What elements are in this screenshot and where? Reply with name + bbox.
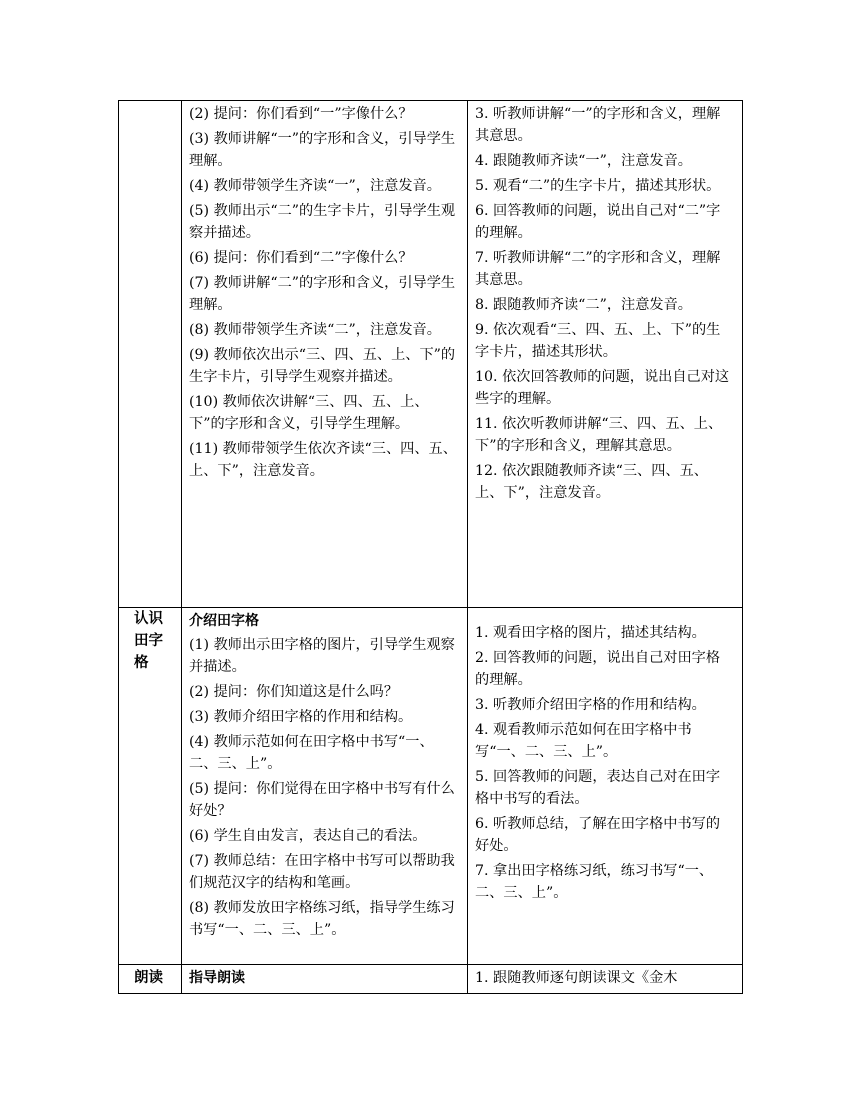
student-step: 10. 依次回答教师的问题，说出自己对这些字的理解。 bbox=[475, 369, 730, 407]
section-label: 认识田字格 bbox=[134, 611, 163, 671]
teacher-step: (9) 教师依次出示“三、四、五、上、下”的生字卡片，引导学生观察并描述。 bbox=[189, 347, 456, 385]
student-step: 4. 观看教师示范如何在田字格中书写“一、二、三、上”。 bbox=[475, 722, 692, 760]
student-step: 12. 依次跟随教师齐读“三、四、五、上、下”，注意发音。 bbox=[475, 463, 708, 501]
student-step: 6. 听教师总结，了解在田字格中书写的好处。 bbox=[475, 816, 721, 854]
table-row bbox=[119, 608, 743, 965]
teacher-step: (6) 学生自由发言，表达自己的看法。 bbox=[189, 828, 427, 844]
student-step: 5. 回答教师的问题，表达自己对在田字格中书写的看法。 bbox=[475, 769, 721, 807]
student-step: 4. 跟随教师齐读“一”，注意发音。 bbox=[475, 153, 692, 169]
student-step: 3. 听教师介绍田字格的作用和结构。 bbox=[475, 697, 706, 713]
student-step: 3. 听教师讲解“一”的字形和含义，理解其意思。 bbox=[475, 106, 721, 144]
teacher-step: (6) 提问：你们看到“二”字像什么？ bbox=[189, 250, 413, 266]
teacher-step: (2) 提问：你们看到“一”字像什么？ bbox=[189, 106, 413, 122]
teacher-step: (7) 教师总结：在田字格中书写可以帮助我们规范汉字的结构和笔画。 bbox=[189, 853, 455, 891]
activity-title: 介绍田字格 bbox=[189, 613, 259, 629]
teacher-step: (11) 教师带领学生依次齐读“三、四、五、上、下”，注意发音。 bbox=[189, 441, 457, 479]
student-activity-cell bbox=[468, 608, 743, 965]
teacher-step: (8) 教师带领学生齐读“二”，注意发音。 bbox=[189, 322, 441, 338]
teacher-step: (5) 教师出示“二”的生字卡片，引导学生观察并描述。 bbox=[189, 203, 456, 241]
lesson-plan-table bbox=[118, 100, 743, 994]
teacher-step: (2) 提问：你们知道这是什么吗？ bbox=[189, 684, 399, 700]
teacher-step: (4) 教师带领学生齐读“一”，注意发音。 bbox=[189, 178, 441, 194]
table-row bbox=[119, 965, 743, 994]
student-activity-cell bbox=[468, 101, 743, 608]
student-activity-cell bbox=[468, 965, 743, 994]
student-step: 2. 回答教师的问题，说出自己对田字格的理解。 bbox=[475, 650, 721, 688]
teacher-activity-cell bbox=[182, 101, 468, 608]
section-label-cell bbox=[119, 608, 182, 965]
table-row bbox=[119, 101, 743, 608]
student-step: 1. 观看田字格的图片，描述其结构。 bbox=[475, 625, 706, 641]
student-step: 6. 回答教师的问题，说出自己对“二”字的理解。 bbox=[475, 203, 721, 241]
teacher-step: (3) 教师讲解“一”的字形和含义，引导学生理解。 bbox=[189, 131, 456, 169]
activity-title: 指导朗读 bbox=[189, 970, 245, 986]
student-step: 7. 拿出田字格练习纸，练习书写“一、二、三、上”。 bbox=[475, 863, 714, 901]
teacher-activity-cell bbox=[182, 608, 468, 965]
section-label-cell bbox=[119, 965, 182, 994]
teacher-step: (8) 教师发放田字格练习纸，指导学生练习书写“一、二、三、上”。 bbox=[189, 900, 455, 938]
teacher-activity-cell bbox=[182, 965, 468, 994]
teacher-step: (7) 教师讲解“二”的字形和含义，引导学生理解。 bbox=[189, 275, 456, 313]
student-step: 8. 跟随教师齐读“二”，注意发音。 bbox=[475, 297, 692, 313]
student-step: 1. 跟随教师逐句朗读课文《金木 bbox=[475, 970, 678, 986]
teacher-step: (10) 教师依次讲解“三、四、五、上、下”的字形和含义，引导学生理解。 bbox=[189, 394, 429, 432]
teacher-step: (3) 教师介绍田字格的作用和结构。 bbox=[189, 709, 413, 725]
student-step: 11. 依次听教师讲解“三、四、五、上、下”的字形和含义，理解其意思。 bbox=[475, 416, 723, 454]
section-label: 朗读 bbox=[134, 970, 163, 986]
teacher-step: (4) 教师示范如何在田字格中书写“一、二、三、上”。 bbox=[189, 734, 434, 772]
student-step: 7. 听教师讲解“二”的字形和含义，理解其意思。 bbox=[475, 250, 721, 288]
teacher-step: (5) 提问：你们觉得在田字格中书写有什么好处？ bbox=[189, 781, 455, 819]
teacher-step: (1) 教师出示田字格的图片，引导学生观察并描述。 bbox=[189, 637, 455, 675]
student-step: 5. 观看“二”的生字卡片，描述其形状。 bbox=[475, 178, 721, 194]
student-step: 9. 依次观看“三、四、五、上、下”的生字卡片，描述其形状。 bbox=[475, 322, 721, 360]
section-label-cell bbox=[119, 101, 182, 608]
